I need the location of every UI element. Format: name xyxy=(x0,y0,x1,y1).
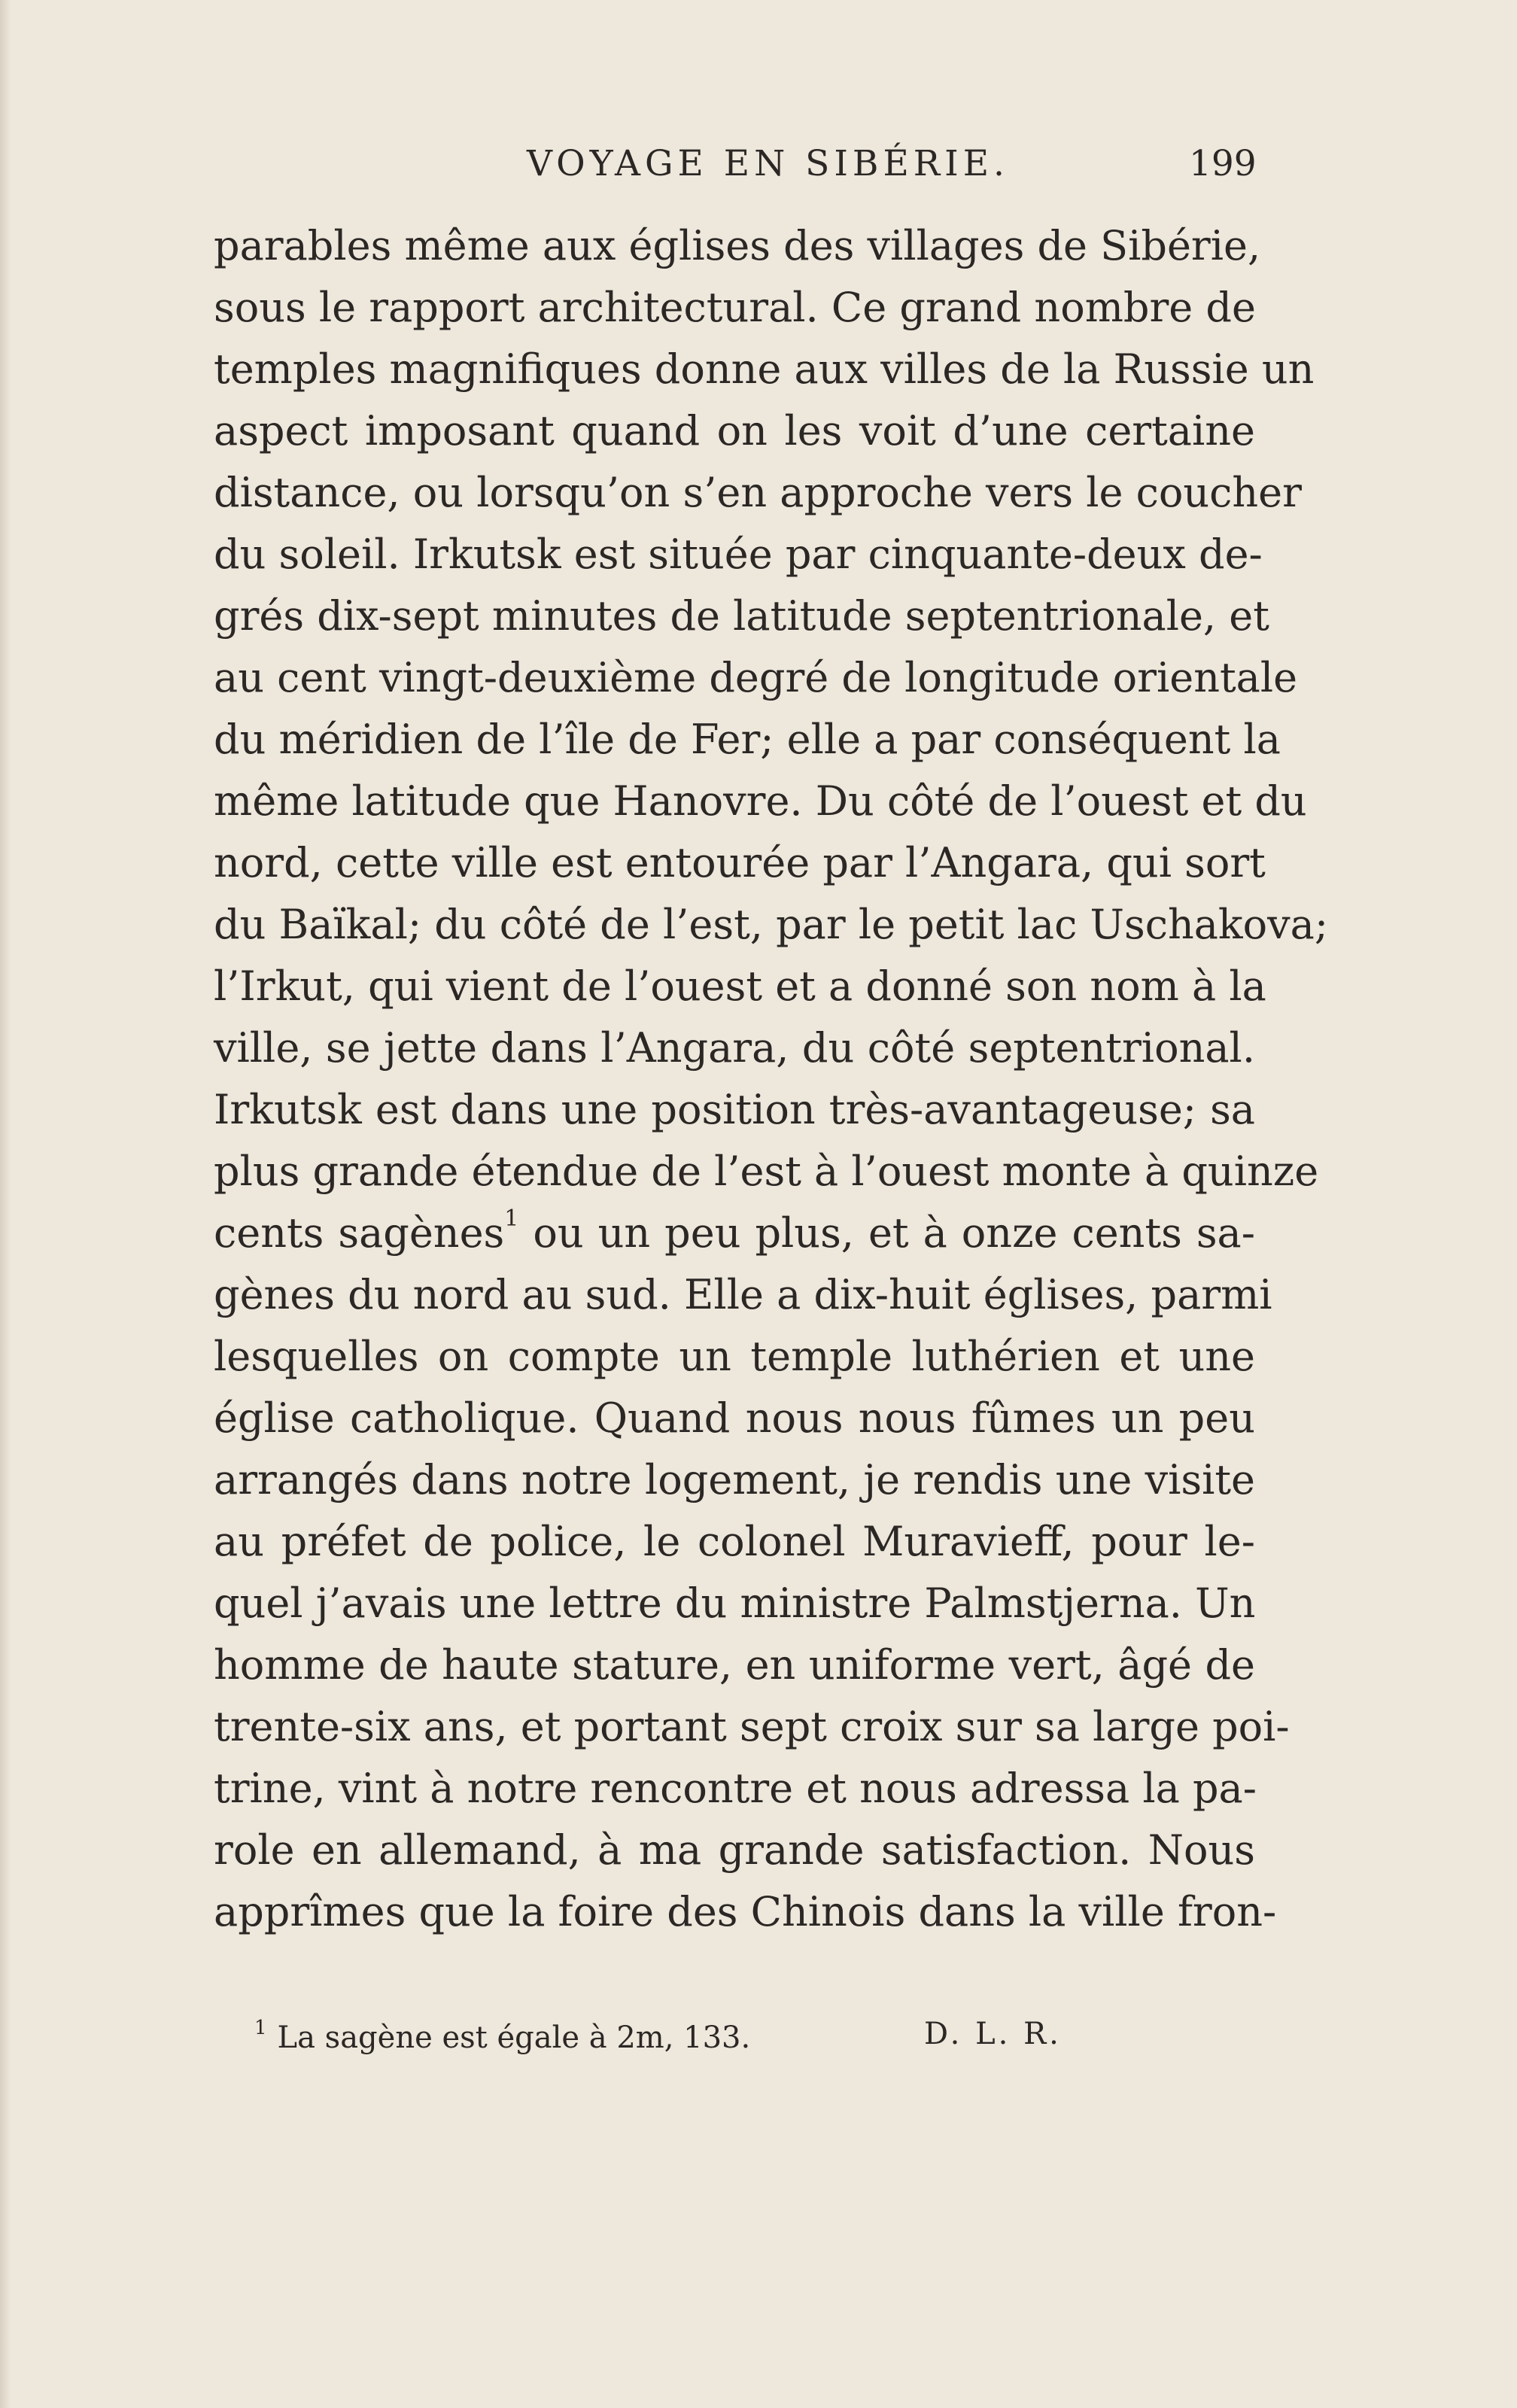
footnote-marker: 1 xyxy=(254,2017,267,2039)
text-fragment: cents sagènes xyxy=(214,1209,505,1257)
running-title: VOYAGE EN SIBÉRIE. xyxy=(527,143,1009,184)
text-line: apprîmes que la foire des Chinois dans la ville fron- xyxy=(214,1888,1277,1935)
text-line: distance, ou lorsqu’on s’en approche vers le coucher xyxy=(214,469,1302,516)
text-line: role en allemand, à ma grande satisfaction. Nous xyxy=(214,1826,1255,1874)
text-line: lesquelles on compte un temple luthérien et une xyxy=(214,1333,1255,1380)
text-line: trente-six ans, et portant sept croix sur sa large poi- xyxy=(214,1703,1290,1750)
text-line: quel j’avais une lettre du ministre Palmstjerna. Un xyxy=(214,1579,1256,1627)
page-number: 199 xyxy=(1189,143,1257,184)
footnote xyxy=(254,2017,1082,2055)
page-gutter xyxy=(0,0,11,2408)
text-line: même latitude que Hanovre. Du côté de l’ouest et du xyxy=(214,777,1307,825)
text-line: temples magnifiques donne aux villes de la Russie un xyxy=(214,345,1315,393)
text-line-with-footnote xyxy=(214,1202,1255,1264)
text-line: aspect imposant quand on les voit d’une certaine xyxy=(214,407,1255,455)
text-line: homme de haute stature, en uniforme vert, âgé de xyxy=(214,1641,1255,1689)
text-line: sous le rapport architectural. Ce grand nombre de xyxy=(214,284,1256,331)
text-fragment: ou un peu plus, et à onze cents sa- xyxy=(518,1209,1256,1257)
text-line: parables même aux églises des villages de Sibérie, xyxy=(214,222,1261,269)
text-line: du Baïkal; du côté de l’est, par le petit lac Uschakova; xyxy=(214,901,1329,948)
text-line: au cent vingt-deuxième degré de longitude orientale xyxy=(214,654,1298,701)
footnote-text: La sagène est égale à 2m, 133. xyxy=(277,2020,751,2055)
text-line: église catholique. Quand nous nous fûmes un peu xyxy=(214,1394,1255,1442)
text-line: trine, vint à notre rencontre et nous adressa la pa- xyxy=(214,1765,1257,1812)
footnote-reference: 1 xyxy=(504,1206,519,1232)
body-text xyxy=(214,215,1329,1943)
text-line: du soleil. Irkutsk est située par cinquante-deux de- xyxy=(214,531,1263,578)
text-line: grés dix-sept minutes de latitude septentrionale, et xyxy=(214,592,1269,640)
text-line: l’Irkut, qui vient de l’ouest et a donné son nom à la xyxy=(214,962,1266,1010)
page-header xyxy=(0,143,1517,196)
text-line: nord, cette ville est entourée par l’Angara, qui sort xyxy=(214,839,1266,886)
footnote-initials: D. L. R. xyxy=(924,2017,1062,2051)
text-line: Irkutsk est dans une position très-avantageuse; sa xyxy=(214,1086,1255,1133)
text-line: du méridien de l’île de Fer; elle a par conséquent la xyxy=(214,716,1281,763)
text-line: gènes du nord au sud. Elle a dix-huit églises, parmi xyxy=(214,1271,1272,1318)
text-line: au préfet de police, le colonel Muravieff, pour le- xyxy=(214,1518,1255,1565)
text-line: plus grande étendue de l’est à l’ouest monte à quinze xyxy=(214,1148,1319,1195)
text-line: arrangés dans notre logement, je rendis une visite xyxy=(214,1456,1255,1503)
text-line: ville, se jette dans l’Angara, du côté septentrional. xyxy=(214,1024,1255,1072)
